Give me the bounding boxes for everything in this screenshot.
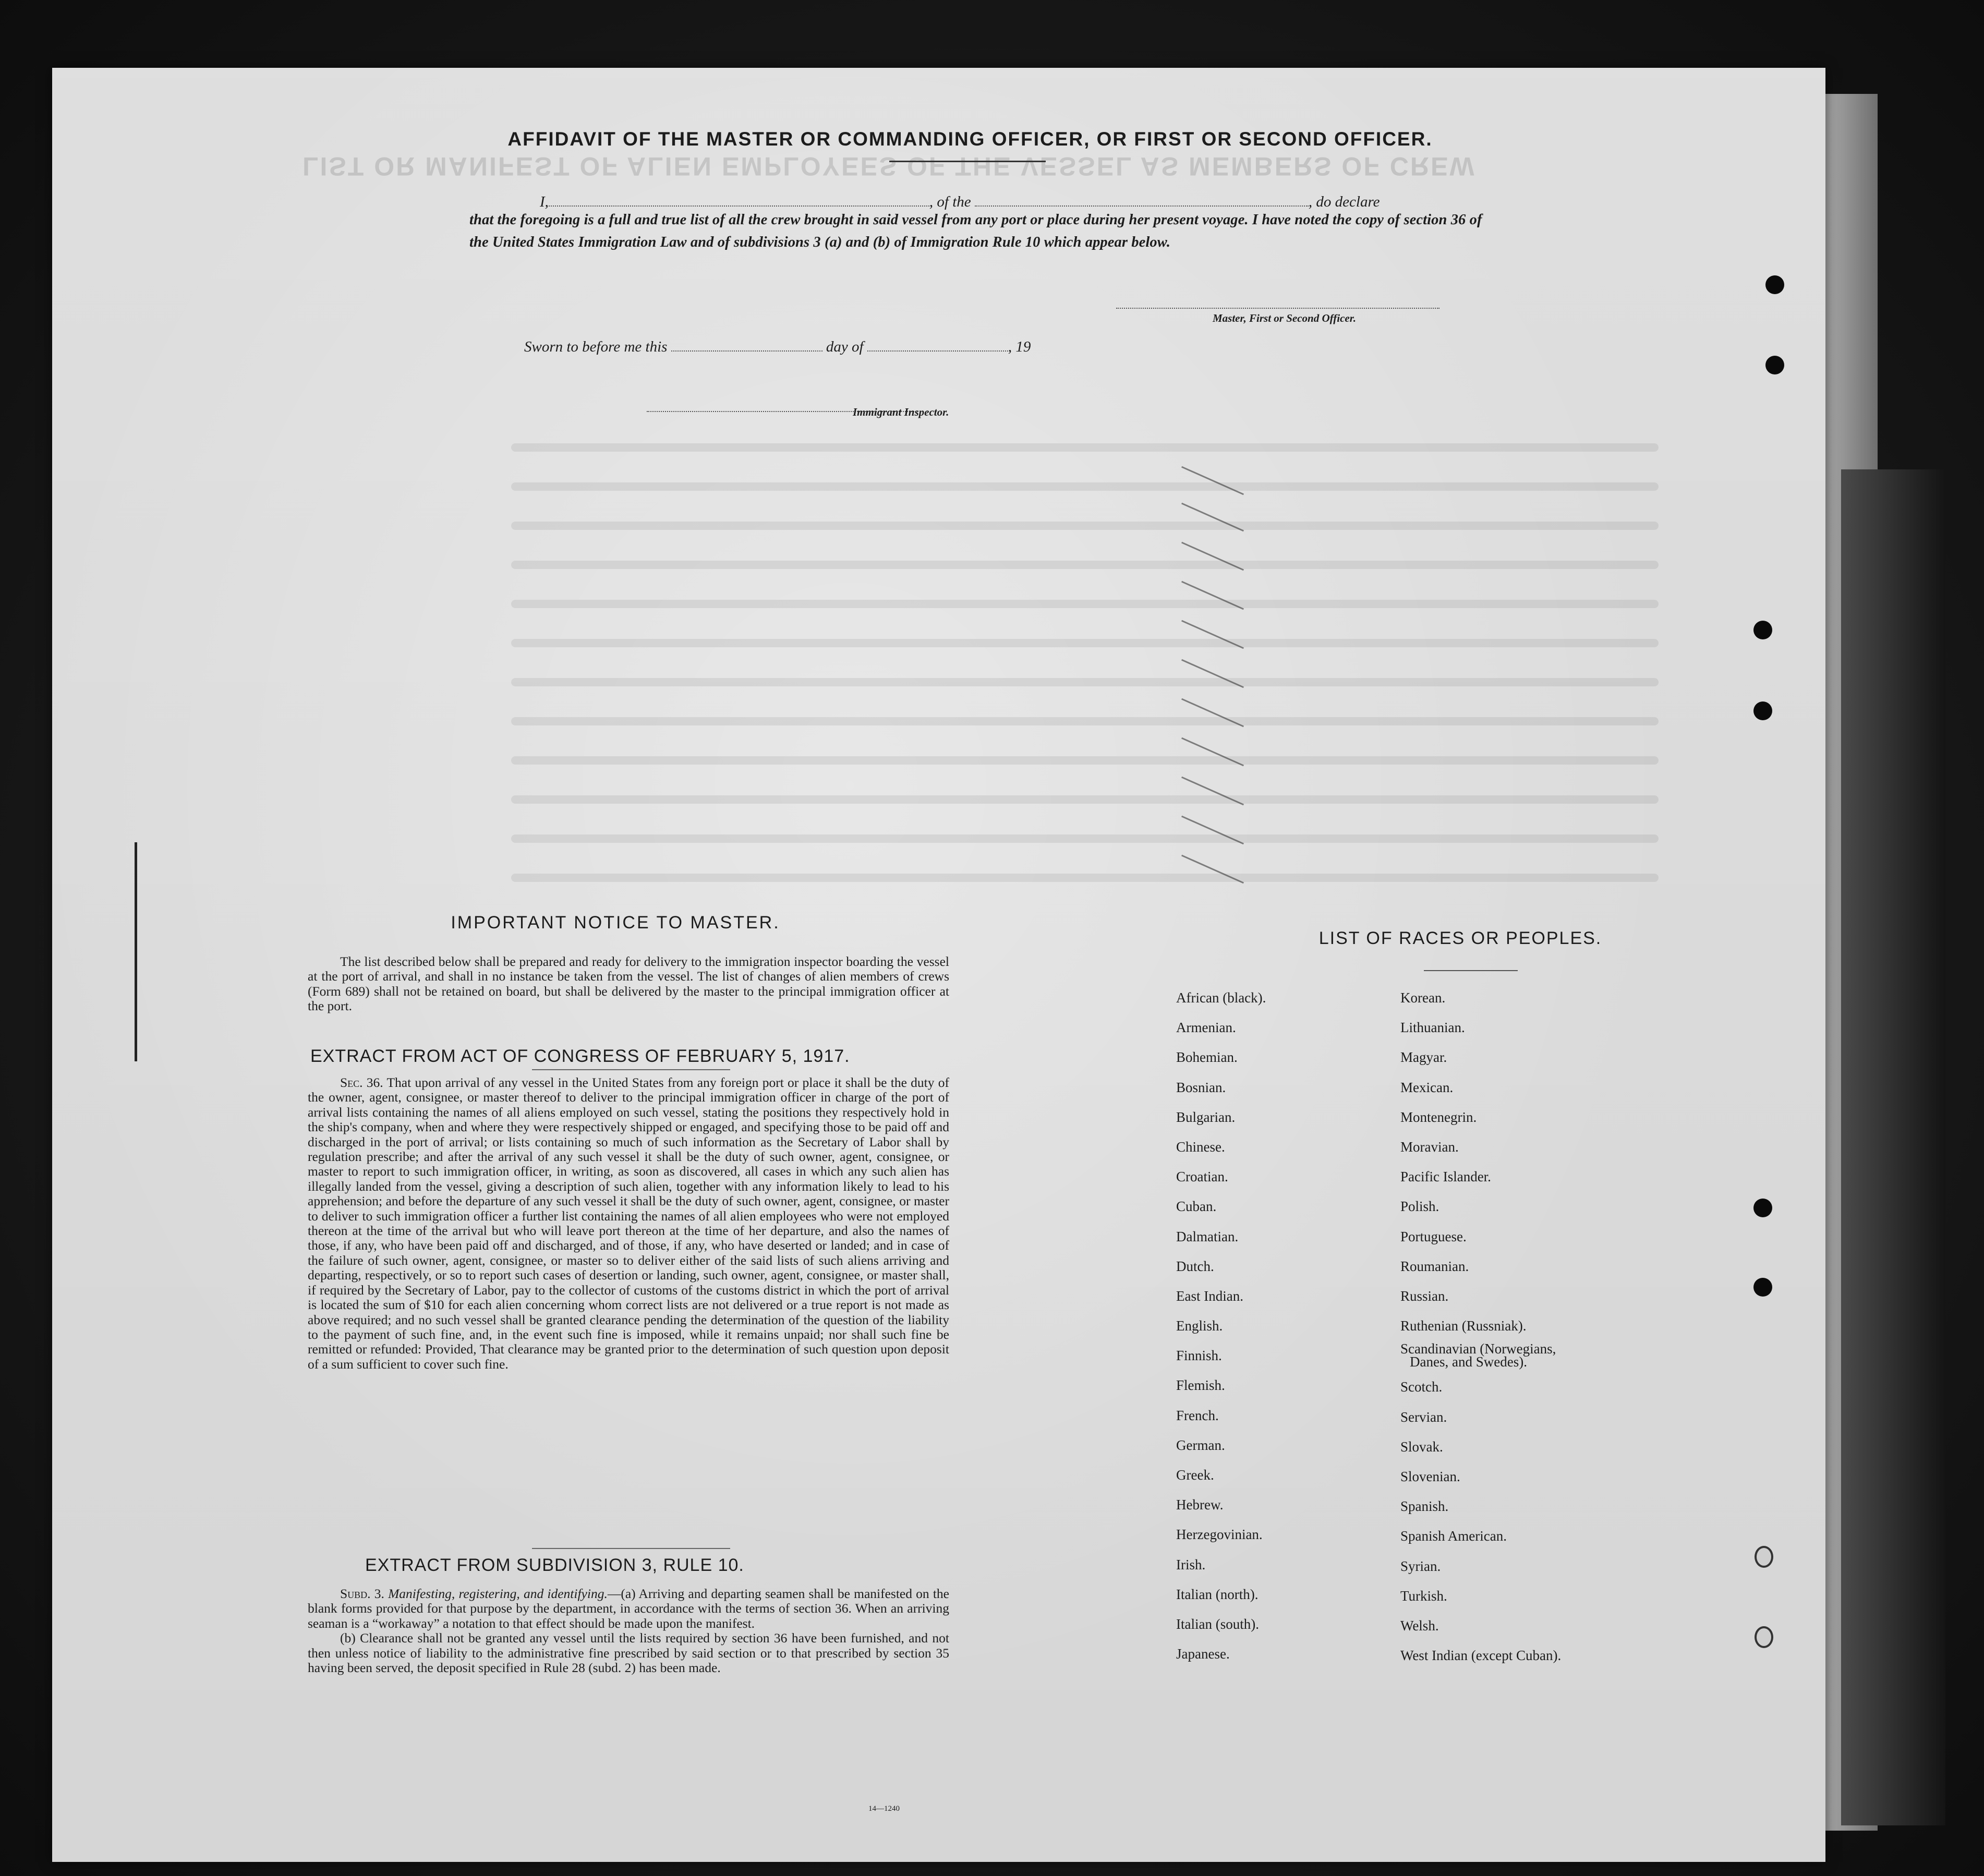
bleed-through-row xyxy=(511,600,1659,608)
affidavit-declaration-line xyxy=(540,193,1380,211)
bleed-through-row xyxy=(511,795,1659,804)
margin-mark xyxy=(135,842,137,1061)
race-item: Moravian. xyxy=(1400,1139,1459,1155)
race-item: Magyar. xyxy=(1400,1049,1447,1066)
section-rule xyxy=(532,1548,730,1549)
race-item-line1: Scandinavian (Norwegians, xyxy=(1400,1341,1556,1357)
race-item: Slovenian. xyxy=(1400,1469,1460,1484)
extract-act-heading: EXTRACT FROM ACT OF CONGRESS OF FEBRUARY 5, 1917. xyxy=(310,1046,850,1066)
races-left-column xyxy=(1176,983,1266,1669)
year-label: , 19 xyxy=(1008,338,1031,355)
subdivision-label: Subd. 3. xyxy=(340,1586,384,1601)
race-item: Welsh. xyxy=(1400,1617,1439,1633)
extract-rule-heading: EXTRACT FROM SUBDIVISION 3, RULE 10. xyxy=(365,1555,744,1575)
race-item: Bohemian. xyxy=(1176,1049,1238,1066)
extract-rule-block xyxy=(308,1587,949,1675)
race-item: Italian (north). xyxy=(1176,1586,1259,1602)
binder-hole xyxy=(1753,621,1772,639)
subdivision-title: Manifesting, registering, and identifying. xyxy=(388,1586,608,1601)
bleed-through-row xyxy=(511,443,1659,452)
form-number: 14—1240 xyxy=(868,1805,900,1813)
vessel-field[interactable] xyxy=(975,193,1309,207)
extract-act-block xyxy=(308,1075,949,1372)
race-item: Finnish. xyxy=(1176,1348,1222,1364)
race-item: African (black). xyxy=(1176,990,1266,1006)
race-item-scandinavian xyxy=(1400,1341,1561,1372)
declare-label: , do declare xyxy=(1308,193,1380,210)
subdivision-a-text: —(a) Arriving and departing seamen shall be manifested on the blank forms provided for that purpose by the department, in accordance with the terms of section 36. When an arriving seaman is a “workaway” a notation to that effect should be made upon the manifest. xyxy=(308,1586,950,1631)
race-item: Pacific Islander. xyxy=(1400,1169,1491,1185)
extract-act-paragraph xyxy=(308,1075,949,1372)
race-item: Croatian. xyxy=(1176,1169,1228,1185)
bleed-through-row xyxy=(511,561,1659,569)
notice-heading: IMPORTANT NOTICE TO MASTER. xyxy=(451,913,780,933)
sworn-day-field[interactable] xyxy=(671,338,822,352)
race-item: English. xyxy=(1176,1318,1223,1334)
race-item: Syrian. xyxy=(1400,1558,1441,1574)
races-right-column xyxy=(1400,983,1561,1671)
race-item: Dutch. xyxy=(1176,1258,1214,1274)
race-item: Polish. xyxy=(1400,1199,1439,1215)
bleed-through-row xyxy=(511,717,1659,725)
day-of-label: day of xyxy=(826,338,864,355)
race-item: French. xyxy=(1176,1407,1219,1423)
affidavit-title: AFFIDAVIT OF THE MASTER OR COMMANDING OFFICER, OR FIRST OR SECOND OFFICER. xyxy=(507,128,1433,150)
subdivision-a xyxy=(308,1587,949,1631)
race-item: Turkish. xyxy=(1400,1588,1447,1604)
signature-line[interactable] xyxy=(1116,308,1439,309)
race-item: Ruthenian (Russniak). xyxy=(1400,1318,1527,1334)
sworn-label: Sworn to before me this xyxy=(524,338,668,355)
inspector-caption: Immigrant Inspector. xyxy=(853,406,949,418)
bleed-through-row xyxy=(511,756,1659,765)
race-item: Cuban. xyxy=(1176,1199,1217,1215)
binder-hole xyxy=(1753,701,1772,720)
race-item: Lithuanian. xyxy=(1400,1020,1465,1036)
declarant-name-field[interactable] xyxy=(549,193,929,207)
section-label: Sec. 36. xyxy=(340,1075,383,1090)
binder-ring xyxy=(1755,1626,1773,1648)
race-item: Roumanian. xyxy=(1400,1258,1469,1274)
bleed-through-row xyxy=(511,678,1659,686)
bleed-through-text: LIST OR MANIFEST OF ALIEN EMPLOYEES OF THE VESSEL AS MEMBERS OF CREW xyxy=(303,152,1476,181)
races-heading: LIST OF RACES OR PEOPLES. xyxy=(1318,928,1602,948)
sworn-line xyxy=(524,338,1031,356)
signature-caption: Master, First or Second Officer. xyxy=(1213,312,1356,324)
race-item: Korean. xyxy=(1400,990,1446,1006)
extract-act-text: That upon arrival of any vessel in the United States from any foreign port or place it shall be the duty of the owner, agent, consignee, or master thereof to deliver to the principal immigration officer in charge of the port of arrival lists containing the names of all aliens employed on such vessel, stating the positions they respectively hold in the ship's company, when and where they were respectively shipped or engaged, and specifying those to be paid off and discharged in the port of arrival; or lists containing so much of such information as the Secretary of Labor shall by regulation prescribe; and after the arrival of any such vessel it shall be the duty of such owner, agent, consignee, or master to report to such immigration officer, in writing, as soon as discovered, all cases in which any such alien has illegally landed from the vessel, giving a description of such alien, together with any information likely to lead to his apprehension; and before the departure of any such vessel it shall be the duty of such owner, agent, consignee, or master to deliver to such immigration officer a further list containing the names of all alien employees who were not employed thereon at the time of the arrival but who will leave port thereon at the time of her departure, and also the names of those, if any, who have been paid off and discharged, and of those, if any, who have deserted or landed; and in case of the failure of such owner, agent, consignee, or master so to deliver either of the said lists of such aliens arriving and departing, respectively, or so to report such cases of desertion or landing, such owner, agent, consignee, or master shall, if required by the Secretary of Labor, pay to the collector of customs of the customs district in which the port of arrival is located the sum of $10 for each alien concerning whom correct lists are not delivered or a true report is not made as above required; and no such vessel shall be granted clearance pending the determination of the question of the liability to the payment of such fine, and, in the event such fine is imposed, while it remains unpaid; nor shall such fine be remitted or refunded: Provided, That clearance may be granted prior to the determination of such question upon deposit of a sum sufficient to cover such fine. xyxy=(308,1075,949,1372)
bleed-through-row xyxy=(511,834,1659,843)
race-item: Spanish. xyxy=(1400,1498,1449,1515)
race-item: Bulgarian. xyxy=(1176,1109,1236,1125)
binder-ring xyxy=(1755,1546,1773,1568)
bleed-through-row xyxy=(511,639,1659,647)
notice-text-block xyxy=(308,954,949,1014)
race-item: Greek. xyxy=(1176,1467,1214,1483)
race-item: Dalmatian. xyxy=(1176,1228,1239,1244)
race-item: Montenegrin. xyxy=(1400,1109,1477,1125)
race-item: Slovak. xyxy=(1400,1438,1443,1455)
race-item: German. xyxy=(1176,1437,1225,1453)
races-underline xyxy=(1424,970,1518,971)
notice-text: The list described below shall be prepared and ready for delivery to the immigration inspector boarding the vessel at the port of arrival, and shall in no instance be taken from the vessel. The list of changes of alien members of crews (Form 689) shall not be retained on board, but shall be delivered by the master to the principal immigration officer at the port. xyxy=(308,954,949,1014)
binder-hole xyxy=(1753,1278,1772,1297)
bleed-through-row xyxy=(511,482,1659,491)
affidavit-statement: that the foregoing is a full and true list of all the crew brought in said vessel from any port or place during her present voyage. I have noted the copy of section 36 of the United States Immigration Law and of subdivisions 3 (a) and (b) of Immigration Rule 10 which appear below. xyxy=(469,212,1482,250)
sworn-month-field[interactable] xyxy=(867,338,1008,352)
of-the-label: , of the xyxy=(929,193,971,210)
race-item: Italian (south). xyxy=(1176,1616,1259,1632)
race-item: Hebrew. xyxy=(1176,1497,1224,1513)
binder-hole xyxy=(1753,1199,1772,1217)
race-item: Herzegovinian. xyxy=(1176,1527,1263,1543)
race-item: East Indian. xyxy=(1176,1288,1243,1304)
declarant-label: I, xyxy=(540,193,549,210)
binder-hole xyxy=(1765,356,1784,374)
race-item: Japanese. xyxy=(1176,1646,1230,1662)
race-item: Spanish American. xyxy=(1400,1528,1507,1544)
title-underline xyxy=(889,161,1046,162)
bleed-through-row xyxy=(511,874,1659,882)
race-item: Flemish. xyxy=(1176,1377,1225,1394)
section-rule xyxy=(532,1069,730,1070)
race-item: Irish. xyxy=(1176,1556,1206,1572)
race-item: Portuguese. xyxy=(1400,1228,1467,1244)
race-item: Servian. xyxy=(1400,1409,1447,1425)
race-item: West Indian (except Cuban). xyxy=(1400,1648,1562,1664)
subdivision-b: (b) Clearance shall not be granted any vessel until the lists required by section 36 have been furnished, and not then unless notice of liability to the administrative fine prescribed by said section or to that prescribed by section 35 having been served, the deposit specified in Rule 28 (subd. 2) has been made. xyxy=(308,1630,949,1676)
binding-shadow xyxy=(1841,469,1945,1825)
race-item: Scotch. xyxy=(1400,1379,1443,1395)
race-item: Bosnian. xyxy=(1176,1079,1226,1095)
bleed-through-row xyxy=(511,522,1659,530)
race-item: Armenian. xyxy=(1176,1020,1236,1036)
race-item: Chinese. xyxy=(1176,1139,1225,1155)
race-item: Mexican. xyxy=(1400,1079,1454,1095)
binder-hole xyxy=(1765,275,1784,294)
race-item: Russian. xyxy=(1400,1288,1449,1304)
race-item-line2: Danes, and Swedes). xyxy=(1410,1354,1527,1370)
document-page xyxy=(52,68,1825,1862)
